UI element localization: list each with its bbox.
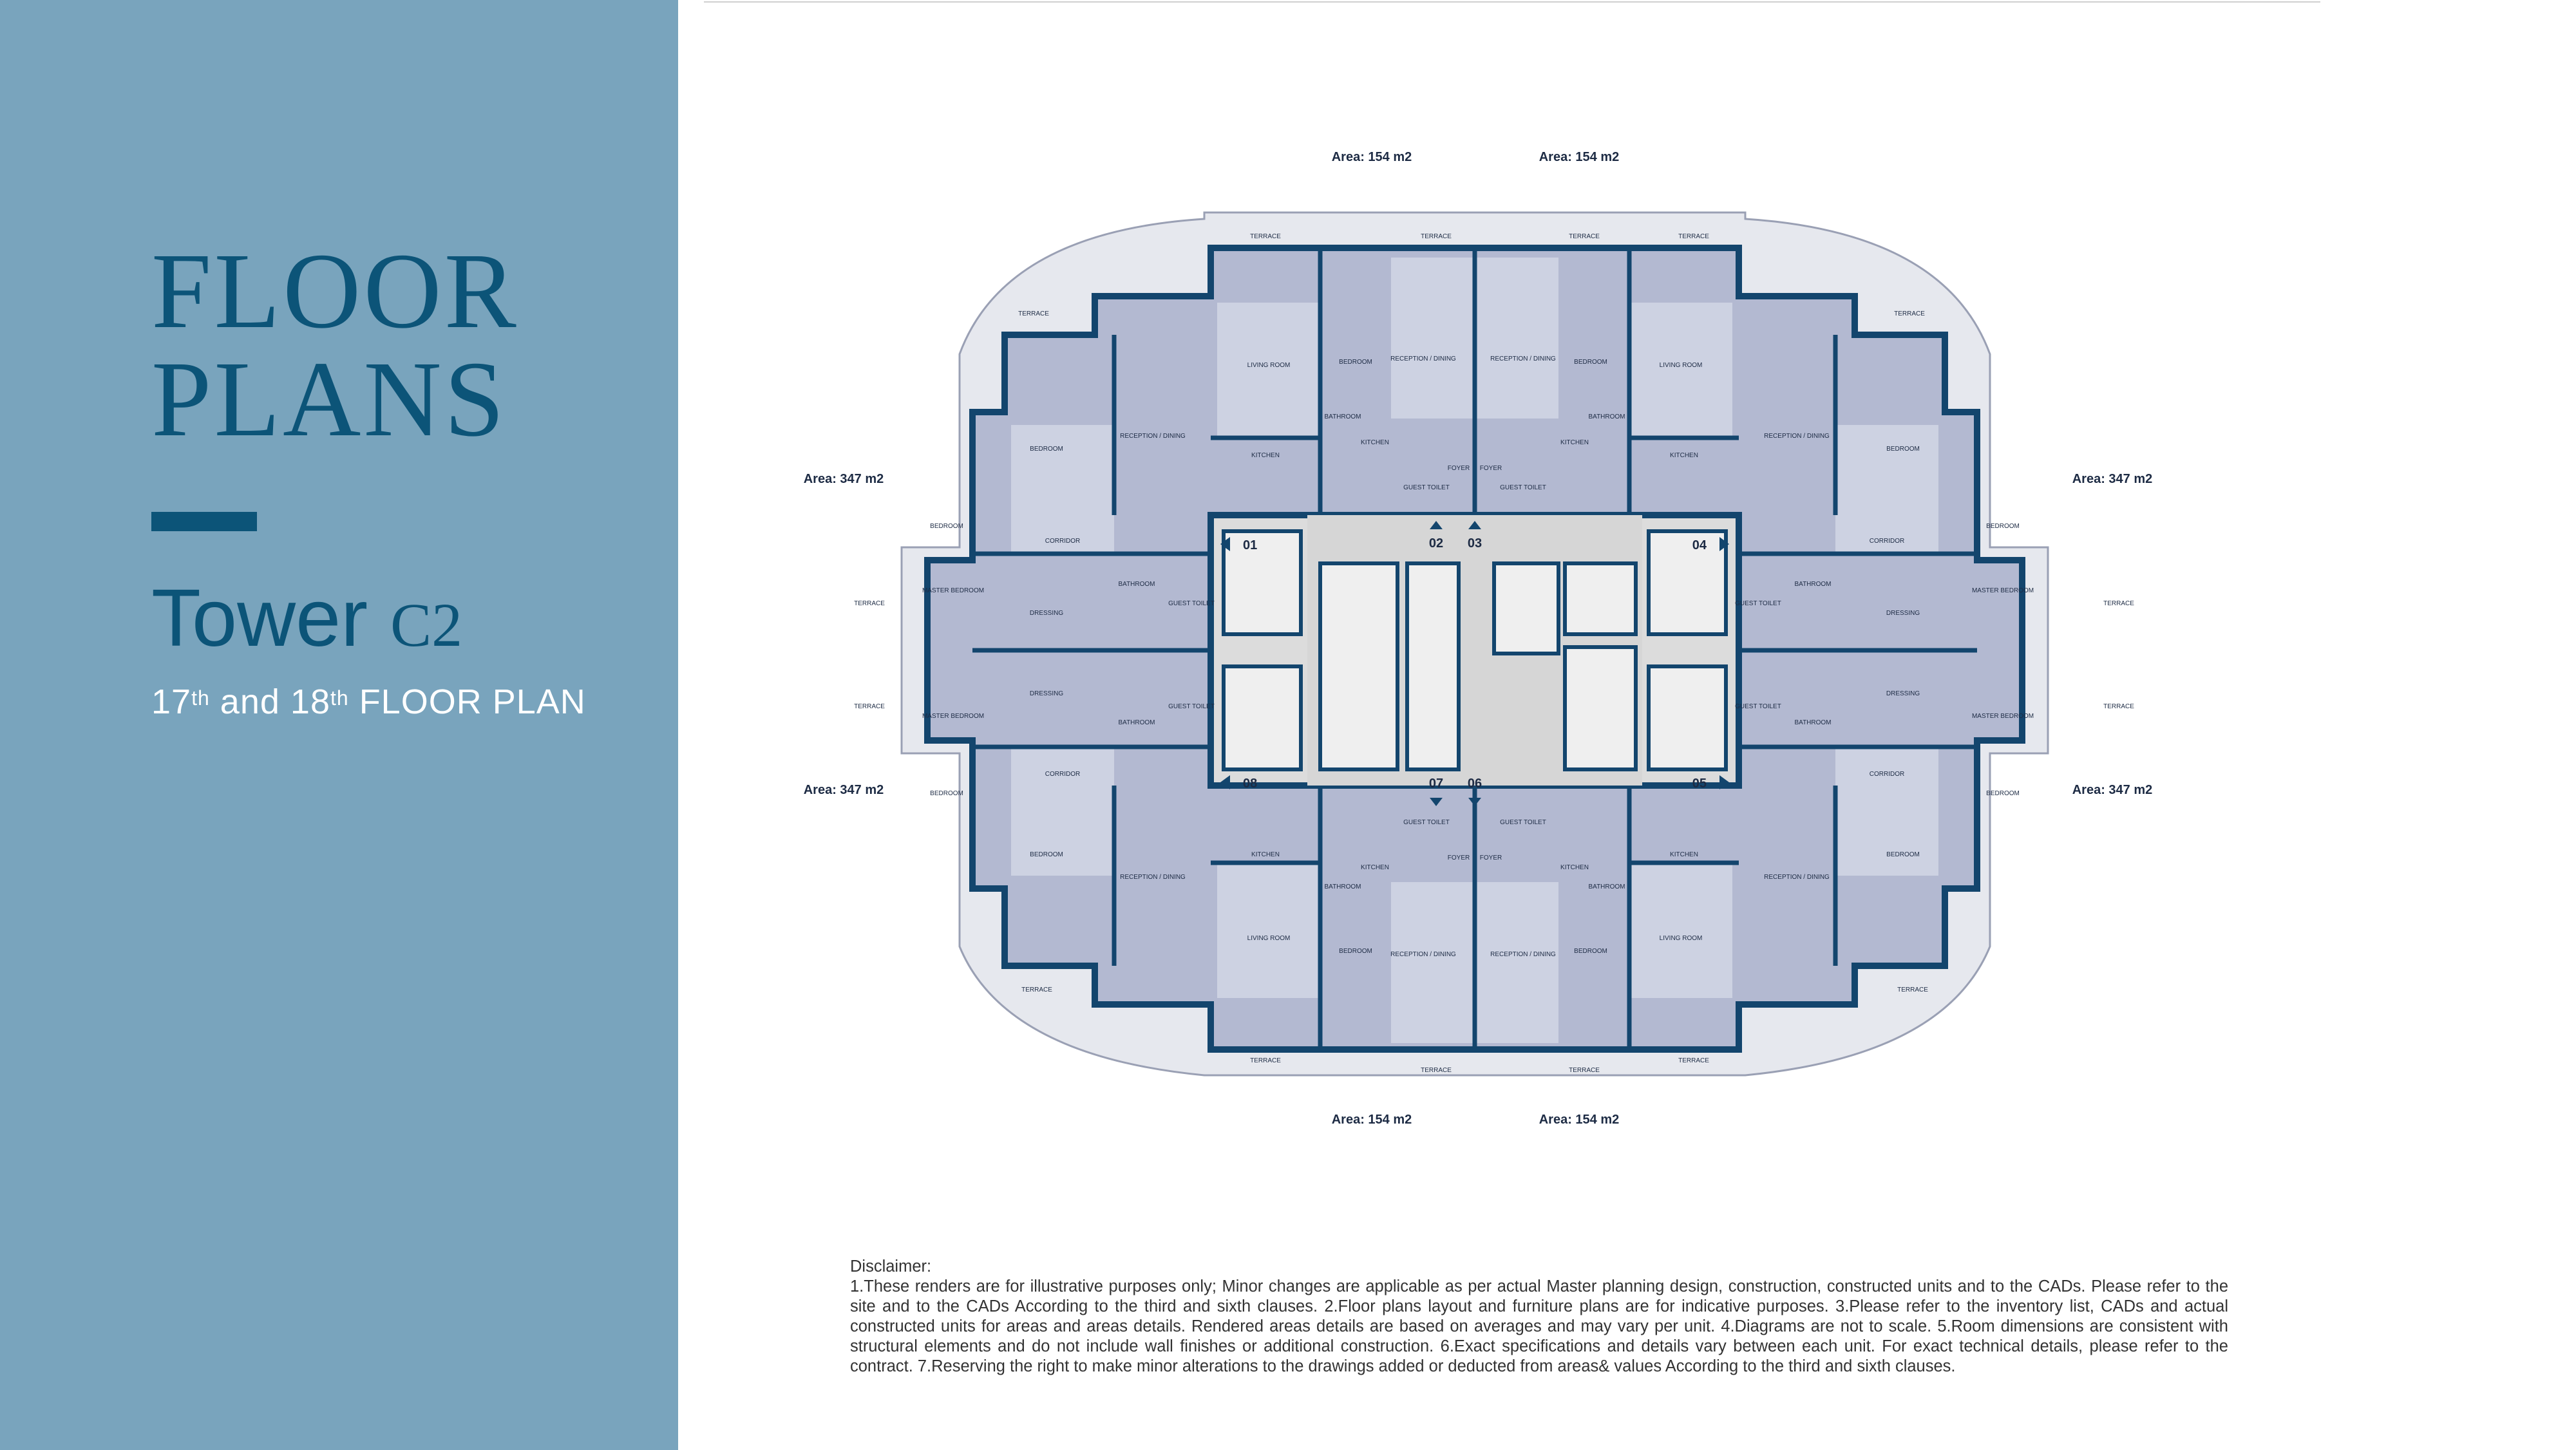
room-label-terrace-bottom-3: TERRACE [1569,1067,1600,1074]
room-label-guest-toilet-7: GUEST TOILET [1735,600,1781,607]
floor-num-1: 17 [151,683,192,721]
room-label-terrace-bottom-1: TERRACE [1250,1057,1281,1064]
tower-name [151,573,462,670]
room-label-corridor-3: CORRIDOR [1045,771,1081,778]
room-label-terrace-left-3: TERRACE [854,600,885,607]
room-label-living-3: LIVING ROOM [1247,935,1291,942]
room-label-kitchen-8: KITCHEN [1670,851,1698,858]
room-label-kitchen-3: KITCHEN [1560,439,1589,446]
unit-number-06: 06 [1467,777,1482,791]
room-label-bedroom-2: BEDROOM [1574,359,1607,366]
room-label-reception-8: RECEPTION / DINING [1490,951,1556,958]
room-label-terrace-left-1: TERRACE [1018,310,1049,317]
unit-number-04: 04 [1692,538,1707,552]
room-label-reception-4: RECEPTION / DINING [1764,874,1830,881]
room-label-reception-2: RECEPTION / DINING [1764,433,1830,440]
room-label-terrace-bottom-4: TERRACE [1678,1057,1709,1064]
room-label-guest-toilet-3: GUEST TOILET [1403,819,1450,826]
room-label-terrace-right-4: TERRACE [2103,703,2134,710]
tower-number: C2 [390,590,463,659]
room-label-dressing-1: DRESSING [1029,610,1064,617]
unit-number-07: 07 [1428,777,1444,791]
area-label-bottom-right: Area: 154 m2 [1539,1113,1620,1127]
title-divider [151,512,257,531]
room-label-master-1: MASTER BEDROOM [922,587,985,594]
floor-plan-svg [792,142,2157,1146]
room-label-terrace-top-2: TERRACE [1421,233,1452,240]
room-label-guest-toilet-1: GUEST TOILET [1403,484,1450,491]
area-label-right-lower: Area: 347 m2 [2072,783,2153,797]
room-label-terrace-top-1: TERRACE [1250,233,1281,240]
room-label-foyer-3: FOYER [1447,854,1470,862]
room-label-guest-toilet-2: GUEST TOILET [1500,484,1546,491]
floor-plan-diagram [792,142,2157,1146]
room-label-bedroom-3: BEDROOM [1030,446,1063,453]
room-label-kitchen-5: KITCHEN [1251,851,1280,858]
area-label-left-upper: Area: 347 m2 [803,472,884,486]
room-label-bedroom-12: BEDROOM [1986,790,2020,797]
disclaimer-text: 1.These renders are for illustrative purposes only; Minor changes are applicable as per actual Master planning design, construction, constructed units and to the CADs. Please refer to the site and to the CADs According to the third and sixth clauses. 2.Floor plans layout and furniture plans are for indicative purposes. 3.Please refer to the inventory list, CADs and actual constructed units for areas and areas details. Rendered areas details are based on averages and may vary per unit. 4.Diagrams are not to scale. 5.Room dimensions are consistent with structural elements and do not include wall finishes or additional construction. 6.Exact specifications and details vary between each unit. For exact technical details, please refer to the contract. 7.Reserving the right to make minor alterations to the drawings added or deducted from areas& values According to the third and sixth clauses. [850,1277,2228,1375]
room-label-dressing-3: DRESSING [1886,610,1920,617]
unit-number-01: 01 [1243,538,1258,552]
room-label-reception-5: RECEPTION / DINING [1390,355,1456,362]
room-label-bedroom-5: BEDROOM [1030,851,1063,858]
floor-sup-2: th [330,686,349,710]
room-label-living-2: LIVING ROOM [1659,362,1703,369]
room-label-reception-6: RECEPTION / DINING [1490,355,1556,362]
room-label-bedroom-11: BEDROOM [930,790,963,797]
room-label-guest-toilet-4: GUEST TOILET [1500,819,1546,826]
page-title [151,231,519,459]
room-label-bedroom-4: BEDROOM [1886,446,1920,453]
room-label-guest-toilet-8: GUEST TOILET [1735,703,1781,710]
room-label-corridor-1: CORRIDOR [1045,538,1081,545]
room-label-terrace-top-3: TERRACE [1569,233,1600,240]
room-label-terrace-left-2: TERRACE [1021,986,1052,993]
room-label-terrace-right-1: TERRACE [1894,310,1925,317]
floor-sup-1: th [191,686,210,710]
room-label-guest-toilet-6: GUEST TOILET [1168,703,1215,710]
floor-and: and [220,683,280,721]
disclaimer-heading: Disclaimer: [850,1257,932,1276]
room-label-kitchen-1: KITCHEN [1251,452,1280,459]
room-label-bathroom-8: BATHROOM [1794,719,1832,726]
sidebar-panel [0,0,678,1450]
room-label-guest-toilet-5: GUEST TOILET [1168,600,1215,607]
room-label-bathroom-6: BATHROOM [1118,719,1155,726]
room-label-master-2: MASTER BEDROOM [922,713,985,720]
room-label-reception-7: RECEPTION / DINING [1390,951,1456,958]
room-label-bedroom-9: BEDROOM [930,523,963,530]
room-label-bedroom-1: BEDROOM [1339,359,1372,366]
area-label-top-right: Area: 154 m2 [1539,150,1620,164]
room-label-living-4: LIVING ROOM [1659,935,1703,942]
unit-number-08: 08 [1243,777,1258,791]
room-label-kitchen-7: KITCHEN [1560,864,1589,871]
room-label-terrace-right-3: TERRACE [2103,600,2134,607]
area-label-right-upper: Area: 347 m2 [2072,472,2153,486]
room-label-bathroom-1: BATHROOM [1324,413,1361,420]
room-label-corridor-2: CORRIDOR [1869,538,1905,545]
room-label-terrace-bottom-2: TERRACE [1421,1067,1452,1074]
room-label-bathroom-3: BATHROOM [1324,883,1361,890]
room-label-kitchen-6: KITCHEN [1361,864,1389,871]
room-label-dressing-2: DRESSING [1029,690,1064,697]
room-label-kitchen-2: KITCHEN [1361,439,1389,446]
room-label-terrace-top-4: TERRACE [1678,233,1709,240]
unit-number-03: 03 [1467,536,1482,551]
room-label-bedroom-6: BEDROOM [1886,851,1920,858]
room-label-bedroom-10: BEDROOM [1986,523,2020,530]
room-label-master-4: MASTER BEDROOM [1971,713,2034,720]
floor-label: FLOOR PLAN [359,683,586,721]
tower-word: Tower [151,572,368,663]
room-label-foyer-1: FOYER [1447,465,1470,472]
area-label-left-lower: Area: 347 m2 [803,783,884,797]
room-label-bathroom-2: BATHROOM [1588,413,1625,420]
room-label-bedroom-8: BEDROOM [1574,948,1607,955]
room-label-reception-1: RECEPTION / DINING [1120,433,1186,440]
room-label-bedroom-7: BEDROOM [1339,948,1372,955]
room-label-terrace-left-4: TERRACE [854,703,885,710]
title-line-2: PLANS [151,339,507,459]
area-label-top-left: Area: 154 m2 [1331,150,1412,164]
room-label-bathroom-7: BATHROOM [1794,581,1832,588]
room-label-bathroom-4: BATHROOM [1588,883,1625,890]
room-label-bathroom-5: BATHROOM [1118,581,1155,588]
area-label-bottom-left: Area: 154 m2 [1331,1113,1412,1127]
room-label-reception-3: RECEPTION / DINING [1120,874,1186,881]
room-label-living-1: LIVING ROOM [1247,362,1291,369]
top-divider [704,1,2320,3]
room-label-master-3: MASTER BEDROOM [1971,587,2034,594]
room-label-foyer-4: FOYER [1479,854,1502,862]
unit-number-02: 02 [1428,536,1444,551]
room-label-corridor-4: CORRIDOR [1869,771,1905,778]
floor-num-2: 18 [290,683,330,721]
disclaimer [850,1257,2228,1377]
room-label-foyer-2: FOYER [1479,465,1502,472]
room-label-kitchen-4: KITCHEN [1670,452,1698,459]
title-line-1: FLOOR [151,231,519,351]
room-label-terrace-right-2: TERRACE [1897,986,1928,993]
floor-subtitle [151,679,586,724]
room-label-dressing-4: DRESSING [1886,690,1920,697]
unit-number-05: 05 [1692,777,1707,791]
